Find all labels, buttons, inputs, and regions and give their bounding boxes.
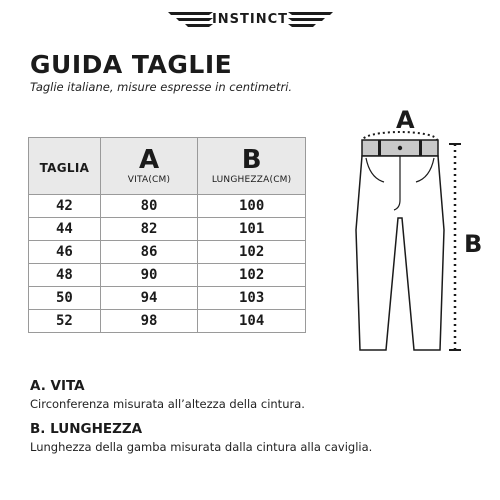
size-table	[28, 137, 306, 333]
cell-size: 48	[29, 264, 101, 287]
table-row	[29, 287, 306, 310]
legend-b-title: B. LUNGHEZZA	[30, 421, 143, 437]
cell-size: 52	[29, 310, 101, 333]
cell-length: 102	[198, 241, 306, 264]
page-title: GUIDA TAGLIE	[30, 50, 233, 79]
column-header-letter: A	[138, 145, 160, 175]
cell-waist: 86	[100, 241, 197, 264]
brand-name: INSTINCT	[211, 12, 289, 27]
column-header-size	[29, 138, 101, 195]
column-header-waist	[100, 138, 197, 195]
cell-waist: 90	[100, 264, 197, 287]
column-header-label: LUNGHEZZA(CM)	[211, 175, 292, 185]
button-icon	[398, 146, 402, 150]
cell-size: 42	[29, 195, 101, 218]
column-header-label: VITA(CM)	[127, 175, 171, 185]
table-row	[29, 264, 306, 287]
cell-size: 46	[29, 241, 101, 264]
column-header-label: TAGLIA	[39, 160, 90, 175]
cell-length: 102	[198, 264, 306, 287]
diagram-label-a: A	[396, 106, 415, 134]
cell-waist: 80	[100, 195, 197, 218]
legend-b-text: Lunghezza della gamba misurata dalla cintura alla caviglia.	[30, 440, 373, 454]
measurement-diagram	[340, 100, 500, 370]
cell-length: 103	[198, 287, 306, 310]
table-row	[29, 218, 306, 241]
cell-waist: 98	[100, 310, 197, 333]
table-row	[29, 195, 306, 218]
cell-length: 101	[198, 218, 306, 241]
diagram-label-b: B	[464, 230, 483, 258]
cell-waist: 82	[100, 218, 197, 241]
column-header-letter: B	[241, 145, 262, 175]
table-row	[29, 241, 306, 264]
trousers-outline-icon	[340, 100, 500, 370]
table-row	[29, 310, 306, 333]
cell-waist: 94	[100, 287, 197, 310]
legend-a-title: A. VITA	[30, 378, 85, 394]
belt-loop	[378, 140, 381, 156]
cell-size: 44	[29, 218, 101, 241]
cell-size: 50	[29, 287, 101, 310]
cell-length: 100	[198, 195, 306, 218]
brand-logo	[0, 8, 500, 30]
cell-length: 104	[198, 310, 306, 333]
page-subtitle: Taglie italiane, misure espresse in centimetri.	[30, 80, 293, 94]
column-header-length	[198, 138, 306, 195]
belt-loop	[419, 140, 422, 156]
table-header-row	[29, 138, 306, 195]
legend-a-text: Circonferenza misurata all’altezza della cintura.	[30, 397, 305, 411]
